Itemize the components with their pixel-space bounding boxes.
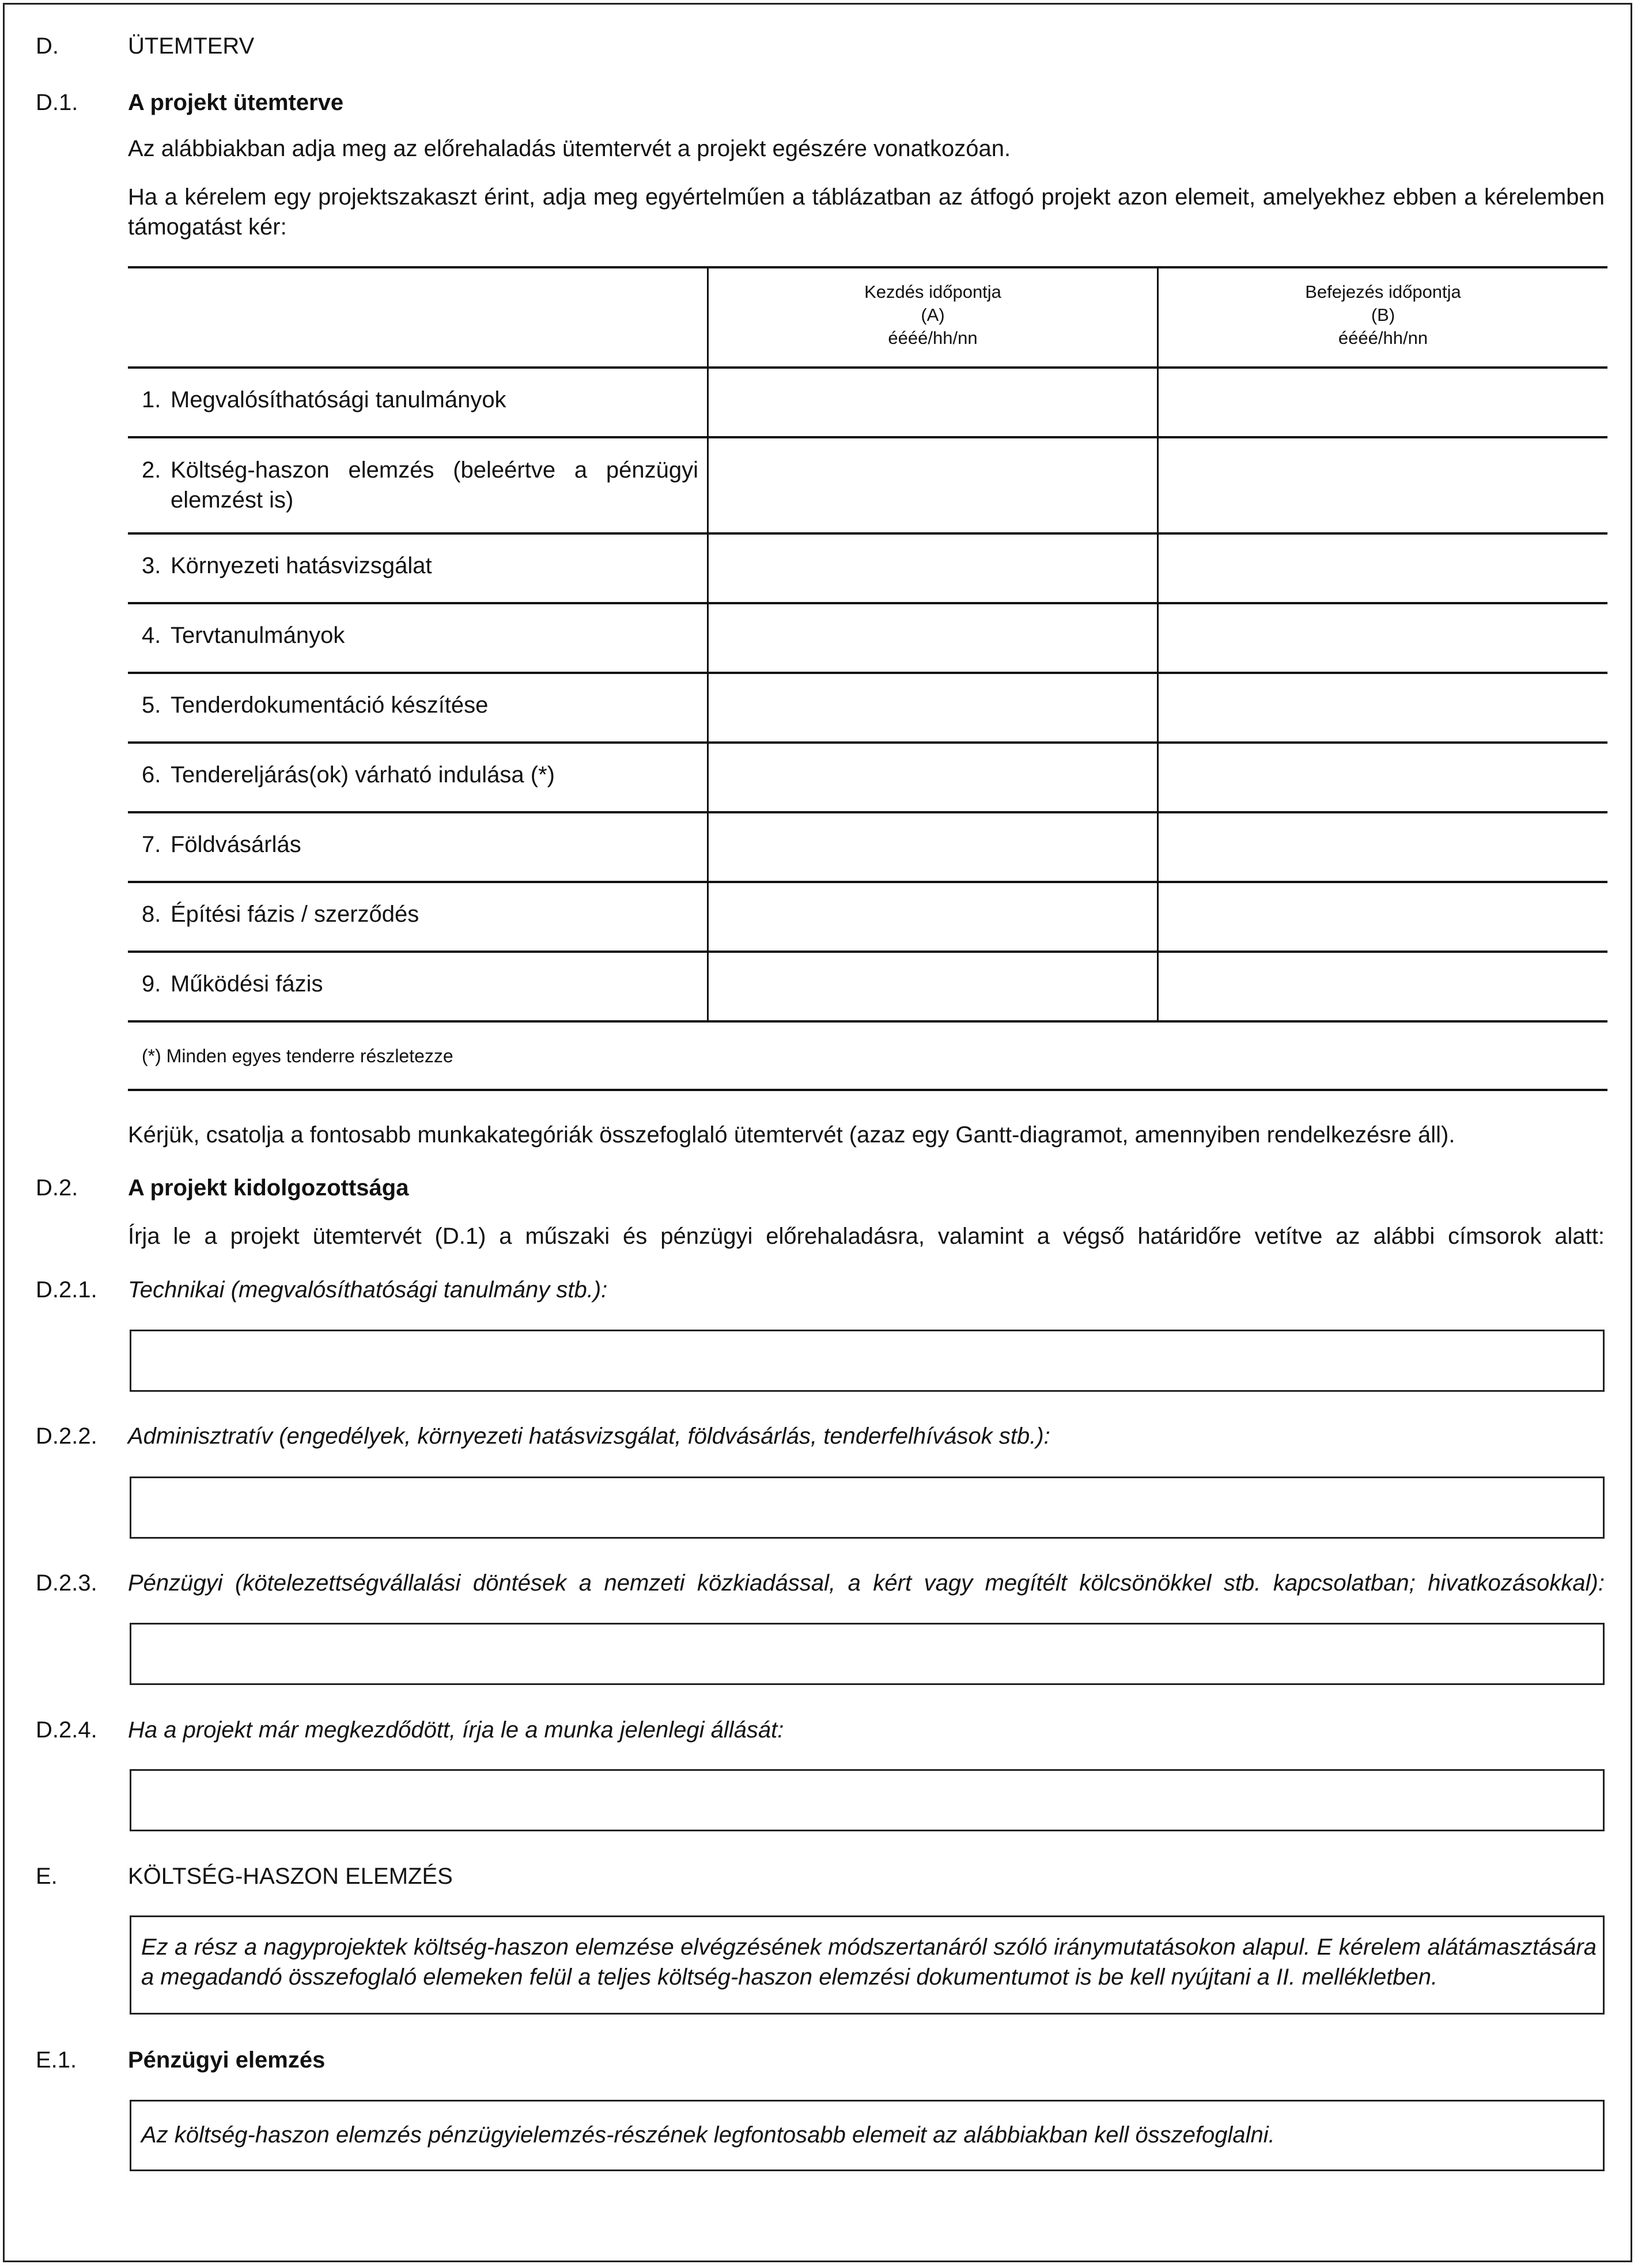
administrative-input-box[interactable] xyxy=(130,1476,1605,1539)
section-d2-number: D.2. xyxy=(36,1175,78,1201)
table-rule xyxy=(128,1089,1607,1091)
row-number: 1. xyxy=(142,387,161,412)
d21-number: D.2.1. xyxy=(36,1277,97,1303)
table-column-divider xyxy=(1157,267,1159,1021)
section-e-title: KÖLTSÉG-HASZON ELEMZÉS xyxy=(128,1864,453,1889)
table-row xyxy=(142,455,698,515)
table-row xyxy=(142,830,301,860)
table-rule xyxy=(128,881,1607,883)
section-e1-title: Pénzügyi elemzés xyxy=(128,2047,326,2073)
section-d-title: ÜTEMTERV xyxy=(128,33,255,59)
section-e1-number: E.1. xyxy=(36,2047,77,2073)
column-header-end-format: éééé/hh/nn xyxy=(1338,328,1428,348)
d1-paragraph-2: Ha a kérelem egy projektszakaszt érint, adja meg egyértelműen a táblázatban az átfogó projekt azon elemeit, amelyekhez ebben a kérelemben támogatást kér: xyxy=(128,184,1605,240)
table-row xyxy=(142,385,506,415)
d22-label: Adminisztratív (engedélyek, környezeti hatásvizsgálat, földvásárlás, tenderfelhívások stb.): xyxy=(128,1423,1050,1449)
row-number: 9. xyxy=(142,971,161,997)
row-label-continued: elemzést is) xyxy=(171,487,294,513)
table-row xyxy=(142,620,345,650)
d23-number: D.2.3. xyxy=(36,1570,97,1596)
table-footnote: (*) Minden egyes tenderre részletezze xyxy=(142,1046,453,1066)
row-label: Földvásárlás xyxy=(171,832,301,857)
table-rule xyxy=(128,532,1607,535)
current-status-input-box[interactable] xyxy=(130,1769,1605,1831)
row-number: 2. xyxy=(142,457,161,483)
row-label: Tenderdokumentáció készítése xyxy=(171,692,489,718)
table-rule xyxy=(128,672,1607,674)
table-row xyxy=(142,969,323,999)
section-d-number: D. xyxy=(36,33,59,59)
column-header-end-letter: (B) xyxy=(1371,305,1395,325)
row-number: 5. xyxy=(142,692,161,718)
section-d1-title: A projekt ütemterve xyxy=(128,90,344,115)
row-label: Működési fázis xyxy=(171,971,323,997)
row-label: Tendereljárás(ok) várható indulása (*) xyxy=(171,762,555,787)
section-d1-number: D.1. xyxy=(36,90,78,115)
table-rule xyxy=(128,436,1607,438)
column-header-end-label: Befejezés időpontja xyxy=(1305,282,1461,302)
column-header-start-label: Kezdés időpontja xyxy=(864,282,1001,302)
column-header-start xyxy=(709,281,1157,350)
d23-label: Pénzügyi (kötelezettségvállalási döntések a nemzeti közkiadással, a kért vagy megítélt kölcsönökkel stb. kapcsolatban; hivatkozásokkal): xyxy=(128,1570,1605,1596)
table-rule xyxy=(128,741,1607,744)
table-rule xyxy=(128,602,1607,604)
table-rule xyxy=(128,951,1607,953)
cost-benefit-note-text: Ez a rész a nagyprojektek költség-haszon elemzése elvégzésének módszertanáról szóló iránymutatásokon alapul. E kérelem alátámasztására a megadandó összefoglaló elemeken felül a teljes költség-haszon elemzési dokumentumot is be kell nyújtani a II. mellékletben. xyxy=(141,1934,1597,1990)
column-header-start-letter: (A) xyxy=(921,305,945,325)
financial-input-box[interactable] xyxy=(130,1623,1605,1685)
row-number: 3. xyxy=(142,553,161,578)
technical-input-box[interactable] xyxy=(130,1330,1605,1392)
section-e-number: E. xyxy=(36,1864,58,1889)
d1-paragraph-1: Az alábbiakban adja meg az előrehaladás ütemtervét a projekt egészére vonatkozóan. xyxy=(128,136,1011,161)
row-number: 7. xyxy=(142,832,161,857)
table-rule xyxy=(128,266,1607,268)
table-row xyxy=(142,899,419,929)
financial-analysis-note-text: Az költség-haszon elemzés pénzügyielemzés-részének legfontosabb elemeit az alábbiakban kell összefoglalni. xyxy=(141,2122,1275,2148)
row-label: Megvalósíthatósági tanulmányok xyxy=(171,387,506,412)
row-number: 6. xyxy=(142,762,161,787)
gantt-request-text: Kérjük, csatolja a fontosabb munkakategóriák összefoglaló ütemtervét (azaz egy Gantt-diagramot, amennyiben rendelkezésre áll). xyxy=(128,1122,1455,1148)
d24-label: Ha a projekt már megkezdődött, írja le a munka jelenlegi állását: xyxy=(128,1717,784,1743)
row-label: Költség-haszon elemzés (beleértve a pénzügyi xyxy=(171,457,698,483)
column-header-start-format: éééé/hh/nn xyxy=(888,328,978,348)
table-rule xyxy=(128,811,1607,813)
table-row xyxy=(142,551,432,581)
table-column-divider xyxy=(707,267,709,1021)
table-row xyxy=(142,690,488,720)
row-number: 4. xyxy=(142,623,161,648)
row-label: Környezeti hatásvizsgálat xyxy=(171,553,432,578)
table-rule xyxy=(128,1020,1607,1023)
d2-paragraph: Írja le a projekt ütemtervét (D.1) a műszaki és pénzügyi előrehaladásra, valamint a végső határidőre vetítve az alábbi címsorok alatt: xyxy=(128,1224,1605,1249)
d24-number: D.2.4. xyxy=(36,1717,97,1743)
row-label: Tervtanulmányok xyxy=(171,623,345,648)
section-d2-title: A projekt kidolgozottsága xyxy=(128,1175,409,1201)
d22-number: D.2.2. xyxy=(36,1423,97,1449)
row-label: Építési fázis / szerződés xyxy=(171,902,419,927)
row-number: 8. xyxy=(142,902,161,927)
table-row xyxy=(142,760,555,790)
column-header-end xyxy=(1159,281,1607,350)
table-rule xyxy=(128,366,1607,369)
d21-label: Technikai (megvalósíthatósági tanulmány stb.): xyxy=(128,1277,608,1303)
